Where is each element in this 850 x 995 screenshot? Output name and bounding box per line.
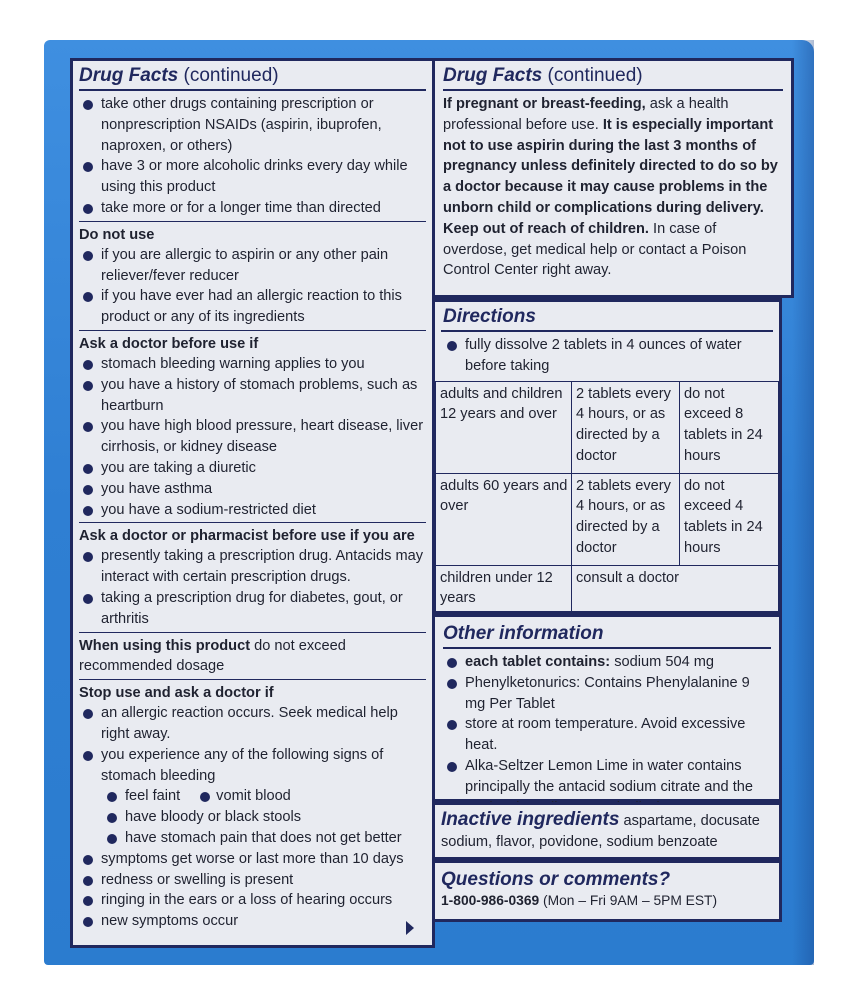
- list-item: Phenylketonurics: Contains Phenylalanine 9 mg Per Tablet: [443, 673, 771, 715]
- directions-panel: [432, 298, 782, 614]
- inactive-title: Inactive ingredients: [441, 809, 620, 830]
- panel-title: Drug Facts (continued): [443, 65, 643, 86]
- list-item: redness or swelling is present: [79, 870, 426, 891]
- list-item: you are taking a diuretic: [79, 458, 426, 479]
- list-item: Alka-Seltzer Lemon Lime in water contains principally the antacid sodium citrate and the: [443, 756, 771, 818]
- other-information-panel: [432, 614, 782, 802]
- table-cell: 2 tablets every 4 hours, or as directed by a doctor: [572, 381, 680, 473]
- sub-list-item: have bloody or black stools: [79, 807, 426, 828]
- phone-hours: (Mon – Fri 9AM – 5PM EST): [543, 893, 718, 908]
- drug-facts-right-panel: [432, 58, 794, 298]
- list-item: store at room temperature. Avoid excessive heat.: [443, 714, 771, 756]
- list-item: presently taking a prescription drug. Antacids may interact with certain prescription drugs.: [79, 546, 426, 588]
- list-item: take other drugs containing prescription or nonprescription NSAIDs (aspirin, ibuprofen, naproxen, or others): [79, 94, 426, 156]
- list-item: you experience any of the following signs of stomach bleeding: [79, 745, 426, 787]
- continue-arrow-icon: [406, 921, 414, 935]
- when-using-text: When using this product do not exceed recommended dosage: [79, 637, 346, 675]
- table-cell: 2 tablets every 4 hours, or as directed by a doctor: [572, 473, 680, 565]
- section-heading: Stop use and ask a doctor if: [79, 685, 274, 702]
- list-item: stomach bleeding warning applies to you: [79, 354, 426, 375]
- table-row: [436, 381, 779, 473]
- sub-list-item: have stomach pain that does not get better: [79, 828, 426, 849]
- list-item: ringing in the ears or a loss of hearing occurs: [79, 890, 426, 911]
- list-item: you have a sodium-restricted diet: [79, 500, 426, 521]
- section-heading: Do not use: [79, 226, 155, 243]
- list-item: fully dissolve 2 tablets in 4 ounces of water before taking: [443, 335, 771, 377]
- list-item: symptoms get worse or last more than 10 days: [79, 849, 426, 870]
- table-cell: do not exceed 4 tablets in 24 hours: [680, 473, 779, 565]
- table-cell: consult a doctor: [572, 565, 779, 617]
- questions-panel: [432, 860, 782, 922]
- dosage-table: [435, 381, 779, 618]
- section-heading: Ask a doctor or pharmacist before use if you are: [79, 528, 415, 545]
- drug-facts-left-panel: [70, 58, 435, 948]
- pregnancy-warning: If pregnant or breast-feeding, ask a health professional before use. It is especially important not to use aspirin during the last 3 months of pregnancy unless definitely directed to do so by a doctor because it may cause problems in the unborn child or complications during delivery. Keep out of reach of children. In case of overdose, get medical help or contact a Poison Control Center right away.: [443, 96, 778, 279]
- list-item: take more or for a longer time than directed: [79, 198, 426, 219]
- inactive-text: aspartame, docusate sodium, flavor, povidone, sodium benzoate: [441, 813, 760, 850]
- table-cell: adults and children 12 years and over: [436, 381, 572, 473]
- table-cell: children under 12 years: [436, 565, 572, 617]
- list-item: you have asthma: [79, 479, 426, 500]
- panel-title: Drug Facts (continued): [79, 65, 279, 86]
- list-item: if you have ever had an allergic reaction to this product or any of its ingredients: [79, 286, 426, 328]
- table-row: [436, 565, 779, 617]
- list-item: taking a prescription drug for diabetes, gout, or arthritis: [79, 588, 426, 630]
- list-item: if you are allergic to aspirin or any other pain reliever/fever reducer: [79, 245, 426, 287]
- list-item: each tablet contains: sodium 504 mg: [443, 652, 771, 673]
- list-item: you have a history of stomach problems, such as heartburn: [79, 375, 426, 417]
- list-item: have 3 or more alcoholic drinks every day while using this product: [79, 156, 426, 198]
- other-info-title: Other information: [443, 623, 604, 644]
- list-item: an allergic reaction occurs. Seek medical help right away.: [79, 703, 426, 745]
- sub-list-item: feel faint vomit blood: [79, 786, 426, 807]
- phone-number: 1-800-986-0369: [441, 893, 540, 908]
- table-row: [436, 473, 779, 565]
- list-item: you have high blood pressure, heart disease, liver cirrhosis, or kidney disease: [79, 416, 426, 458]
- inactive-ingredients-panel: [432, 802, 782, 860]
- table-cell: do not exceed 8 tablets in 24 hours: [680, 381, 779, 473]
- section-heading: Ask a doctor before use if: [79, 335, 259, 352]
- table-cell: adults 60 years and over: [436, 473, 572, 565]
- directions-title: Directions: [443, 306, 536, 327]
- questions-title: Questions or comments?: [441, 869, 671, 890]
- list-item: new symptoms occur: [79, 911, 426, 932]
